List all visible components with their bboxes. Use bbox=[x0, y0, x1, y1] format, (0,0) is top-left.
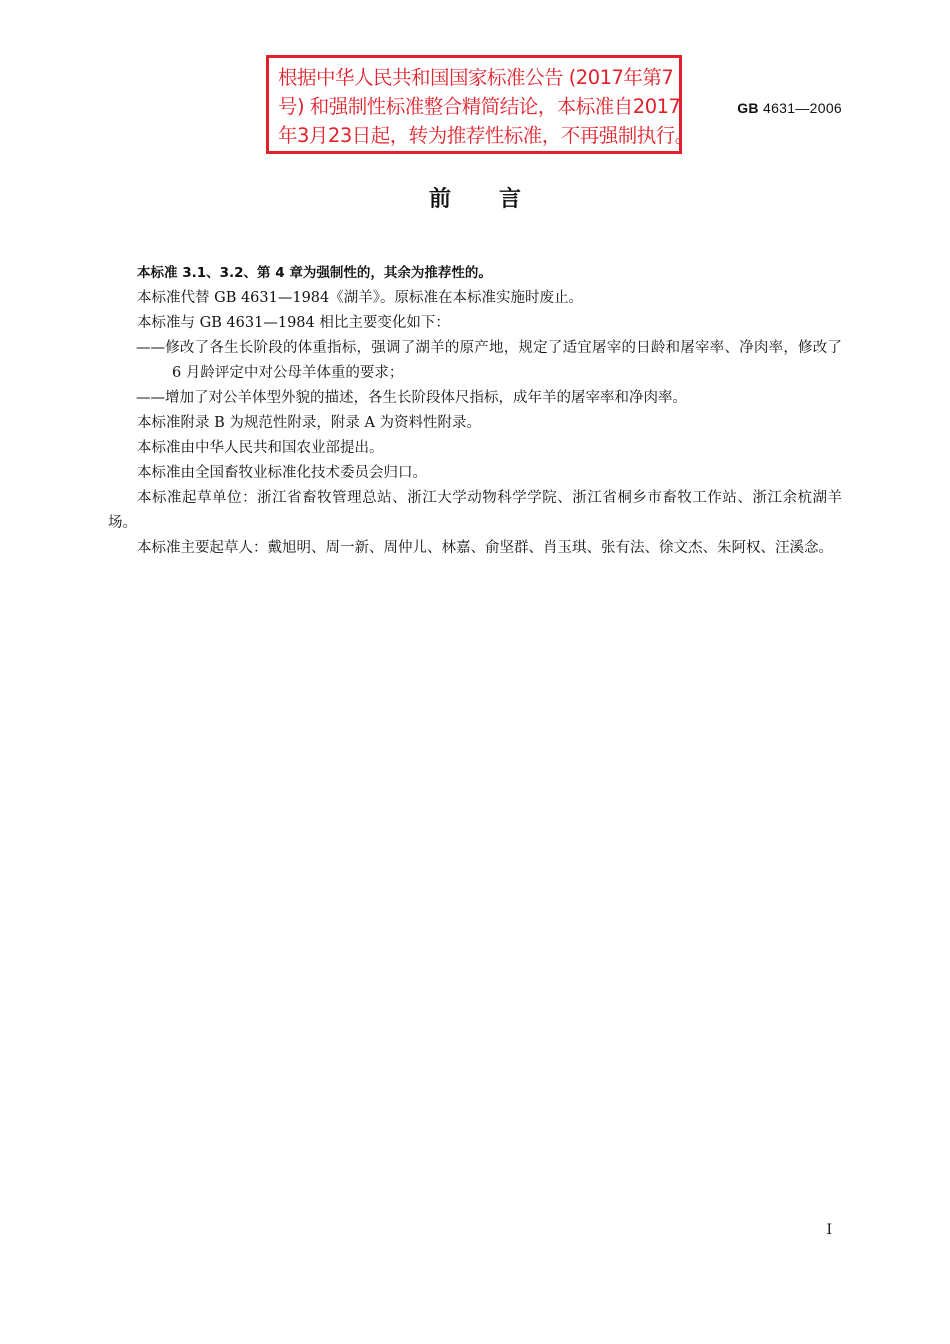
paragraph-mandatory: 本标准 3.1、3.2、第 4 章为强制性的，其余为推荐性的。 bbox=[137, 265, 492, 281]
standard-code-number: 4631—2006 bbox=[763, 100, 842, 116]
change-item-1: ——修改了各生长阶段的体重指标，强调了湖羊的原产地，规定了适宜屠宰的日龄和屠宰率、净肉率，修改了 6 月龄评定中对公母羊体重的要求； bbox=[136, 340, 842, 381]
paragraph-centralized: 本标准由全国畜牧业标准化技术委员会归口。 bbox=[137, 465, 427, 481]
notice-line-1: 根据中华人民共和国国家标准公告 (2017年第7 bbox=[278, 66, 674, 89]
standard-code bbox=[737, 100, 842, 116]
paragraph-replaces: 本标准代替 GB 4631—1984《湖羊》。原标准在本标准实施时废止。 bbox=[137, 290, 584, 306]
notice-line-3: 年3月23日起，转为推荐性标准，不再强制执行。 bbox=[278, 124, 694, 147]
paragraph-proposer: 本标准由中华人民共和国农业部提出。 bbox=[137, 440, 384, 456]
title-char-1: 前 bbox=[428, 187, 451, 212]
paragraph-changes-intro: 本标准与 GB 4631—1984 相比主要变化如下： bbox=[137, 315, 450, 331]
standard-code-prefix: GB bbox=[737, 100, 759, 116]
page-number: I bbox=[826, 1222, 832, 1238]
title-char-2: 言 bbox=[499, 187, 522, 212]
paragraph-annex: 本标准附录 B 为规范性附录，附录 A 为资料性附录。 bbox=[137, 415, 482, 431]
change-item-2: ——增加了对公羊体型外貌的描述，各生长阶段体尺指标，成年羊的屠宰率和净肉率。 bbox=[136, 390, 687, 406]
notice-line-2: 号) 和强制性标准整合精简结论，本标准自2017 bbox=[278, 95, 681, 118]
paragraph-drafters: 本标准主要起草人：戴旭明、周一新、周仲儿、林嘉、俞坚群、肖玉琪、张有法、徐文杰、朱阿权、汪溪念。 bbox=[137, 540, 833, 556]
foreword-body bbox=[108, 261, 842, 561]
page-title bbox=[0, 182, 950, 213]
notice-box bbox=[266, 55, 694, 154]
paragraph-drafting-units: 本标准起草单位：浙江省畜牧管理总站、浙江大学动物科学学院、浙江省桐乡市畜牧工作站、浙江余杭湖羊场。 bbox=[108, 490, 842, 531]
